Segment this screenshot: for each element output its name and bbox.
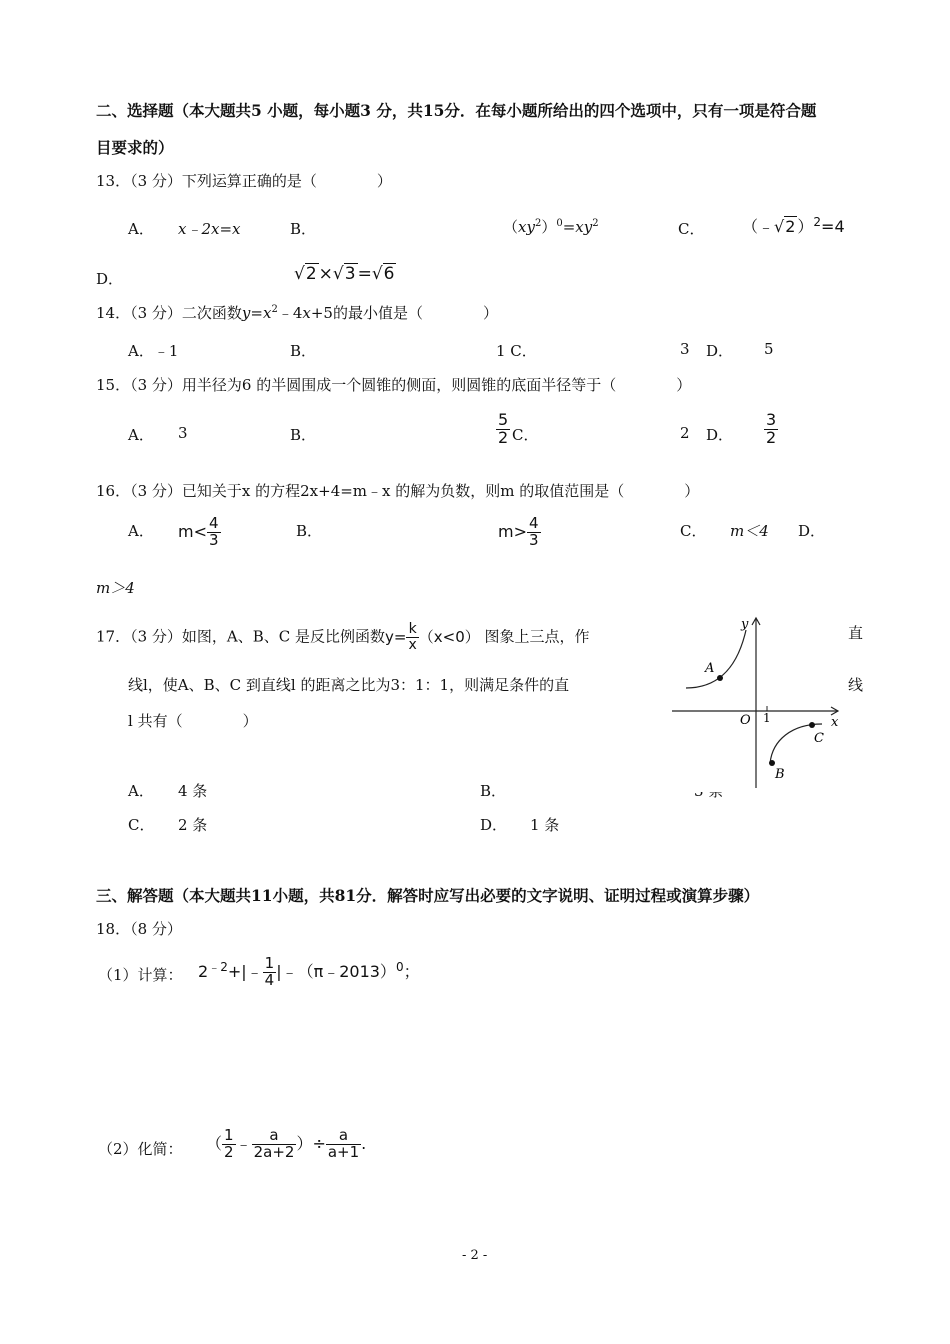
section-2-title-line1: 二、选择题（本大题共5 小题，每小题3 分，共15分．在每小题所给出的四个选项中，只有一项是符合题	[96, 101, 817, 120]
q13-option-c-label: C．	[678, 220, 705, 238]
q17-option-c-label: C．	[128, 816, 155, 834]
point-b	[769, 760, 775, 766]
q17-stem-line3: l 共有（ ）	[128, 712, 258, 730]
q17-option-d-value: 1 条	[530, 816, 560, 834]
q15-option-c-label: C．	[512, 426, 539, 444]
point-c-label: C	[814, 731, 824, 746]
x-axis-label: x	[831, 715, 839, 730]
q17-hyperbola-graph	[668, 612, 848, 792]
point-a-label: A	[705, 661, 715, 676]
q15-option-d-fraction: $\frac{3}{2}$	[766, 410, 777, 447]
q14-option-d-label: D．	[706, 342, 734, 360]
q13-option-a-label: A．	[128, 220, 154, 238]
q17-stem-right-2: 线	[848, 676, 864, 694]
q17-option-c-value: 2 条	[178, 816, 208, 834]
point-a	[717, 675, 723, 681]
q15-option-a-label: A．	[128, 426, 154, 444]
q13-option-b-label: B．	[290, 220, 317, 238]
q18-part1-label: （1）计算：	[98, 966, 183, 984]
q14-option-b-label: B．	[290, 342, 317, 360]
q18-stem: 18．（8 分）	[96, 920, 182, 938]
q15-option-b-label: B．	[290, 426, 317, 444]
q13-option-d-expr: √2 ×√3 =√6	[294, 264, 395, 284]
q18-part2-label: （2）化简：	[98, 1140, 183, 1158]
point-c	[809, 722, 815, 728]
q17-option-d-label: D．	[480, 816, 508, 834]
q16-option-c-label: C．	[680, 522, 707, 540]
q14-stem: 14．（3 分）二次函数$y=x^2﹣4x+5$的最小值是（ ）	[96, 304, 498, 322]
y-axis-label: y	[741, 617, 749, 632]
origin-label: O	[740, 713, 751, 728]
q14-option-d-value: 5	[764, 340, 774, 358]
q18-part2-expr: （ $\frac{1}{2}$ ﹣ $\frac{a}{2a+2}$ ）÷ $\frac{a}{a+1}$ .	[206, 1126, 367, 1161]
page-number: - 2 -	[462, 1248, 488, 1263]
q14-option-b-value: 1 C．	[496, 342, 537, 360]
q15-option-c-value: 2	[680, 424, 690, 442]
q15-option-d-label: D．	[706, 426, 734, 444]
q17-stem-line1: 17．（3 分）如图，A、B、C 是反比例函数y= $\frac{k}{x}$ （x<0） 图象上三点，作	[96, 621, 590, 653]
tick-label-1: 1	[763, 711, 771, 725]
q13-option-d-label: D．	[96, 270, 124, 288]
q13-option-c-expr: （﹣√2 ）$^2$=4	[742, 215, 845, 236]
q18-part1-expr: $2^{﹣2}+|﹣$ $\frac{1}{4}$ |﹣（π﹣2013）$^0$；	[198, 954, 420, 989]
q13-stem: 13．（3 分）下列运算正确的是（ ）	[96, 172, 392, 190]
graph-background	[668, 612, 848, 792]
q16-stem: 16．（3 分）已知关于x 的方程2x+4=m﹣x 的解为负数，则m 的取值范围是（ ）	[96, 482, 700, 500]
q16-option-a-expr: m< $\frac{4}{3}$	[178, 514, 219, 549]
q17-option-a-label: A．	[128, 782, 154, 800]
q13-option-a-text: x﹣2x=x	[178, 220, 241, 238]
point-b-label: B	[775, 767, 785, 782]
q16-option-d-value: m＞4	[96, 579, 135, 597]
q16-option-b-label: B．	[296, 522, 323, 540]
section-3-title: 三、解答题（本大题共11小题，共81分．解答时应写出必要的文字说明、证明过程或演算步骤）	[96, 886, 760, 905]
q15-stem: 15．（3 分）用半径为6 的半圆围成一个圆锥的侧面，则圆锥的底面半径等于（ ）	[96, 376, 692, 394]
q17-stem-line2: 线l，使A、B、C 到直线l 的距离之比为3：1：1，则满足条件的直	[128, 676, 570, 694]
q16-option-b-expr: m> $\frac{4}{3}$	[498, 514, 539, 549]
q16-option-c-value: m＜4	[730, 522, 769, 540]
q17-option-a-value: 4 条	[178, 782, 208, 800]
q15-option-a-value: 3	[178, 424, 188, 442]
q17-option-b-label: B．	[480, 782, 507, 800]
q14-option-a: A．﹣1	[128, 342, 179, 360]
q16-option-d-label: D．	[798, 522, 826, 540]
q13-option-b-expr: $(xy^2)^0=xy^2$	[503, 218, 599, 236]
q15-option-b-fraction: $\frac{5}{2}$	[498, 410, 509, 447]
section-2-title-line2: 目要求的）	[96, 138, 174, 157]
q16-option-a-label: A．	[128, 522, 154, 540]
q17-stem-right-1: 直	[848, 624, 864, 642]
q14-option-c-value: 3	[680, 340, 690, 358]
